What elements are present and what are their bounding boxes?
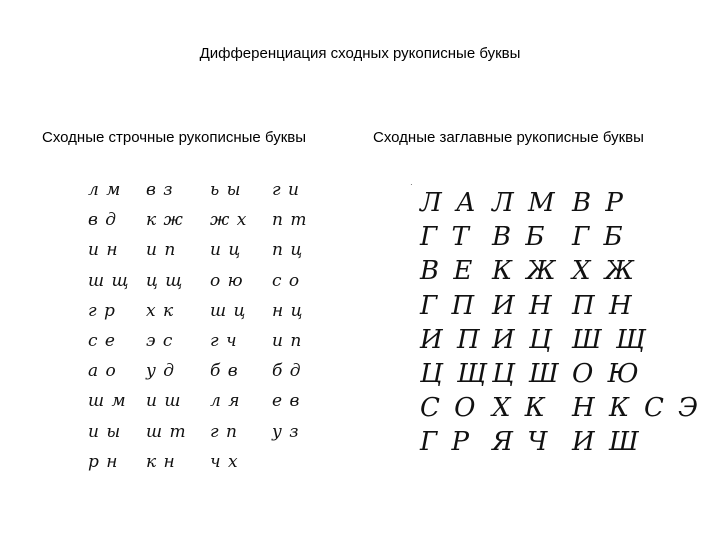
lowercase-pair: ш м (88, 391, 127, 412)
uppercase-pair: И Ш (572, 427, 642, 458)
uppercase-pair: Г П (420, 290, 478, 321)
lowercase-pair: а о (88, 361, 117, 382)
lowercase-pair: о ю (210, 270, 244, 291)
lowercase-pair: и ы (88, 421, 122, 442)
lowercase-letter-grid (88, 180, 330, 482)
lowercase-pair: ш щ (88, 270, 130, 291)
lowercase-heading: Сходные строчные рукописные буквы (42, 129, 307, 146)
lowercase-pair: л м (88, 180, 122, 200)
lowercase-pair: и п (272, 330, 303, 351)
lowercase-row (88, 240, 330, 270)
lowercase-pair: г р (88, 300, 116, 321)
uppercase-pair: Я Ч (492, 427, 551, 458)
lowercase-pair: г ч (210, 330, 238, 351)
lowercase-pair: с е (88, 330, 116, 351)
uppercase-letter-grid (420, 188, 716, 462)
uppercase-pair: К Ж (492, 256, 559, 287)
page-title: Дифференциация сходных рукописные буквы (199, 45, 521, 62)
lowercase-row (88, 361, 330, 391)
uppercase-pair: В Р (572, 188, 626, 218)
uppercase-pair: Ш Щ (572, 324, 649, 355)
uppercase-row (420, 427, 716, 461)
uppercase-pair: В Б (492, 222, 548, 253)
uppercase-pair: Ц Ш (492, 358, 562, 389)
uppercase-row (420, 393, 716, 427)
lowercase-pair: и ц (210, 240, 242, 261)
uppercase-row (420, 188, 716, 222)
lowercase-pair: ш ц (210, 300, 247, 321)
lowercase-pair: у з (272, 421, 300, 442)
uppercase-row (420, 359, 716, 393)
lowercase-row (88, 422, 330, 452)
uppercase-pair: О Ю (572, 358, 642, 389)
lowercase-pair: ж х (210, 210, 248, 231)
lowercase-row (88, 271, 330, 301)
lowercase-pair: и п (146, 240, 177, 261)
lowercase-pair: л я (210, 391, 241, 412)
lowercase-pair: ь ы (210, 180, 242, 200)
uppercase-pair: С О (420, 393, 479, 424)
lowercase-pair: р н (88, 451, 119, 472)
lowercase-pair: б д (272, 361, 302, 382)
lowercase-pair: п т (272, 210, 308, 231)
lowercase-pair: п ц (272, 240, 304, 261)
lowercase-pair: н ц (272, 300, 304, 321)
uppercase-row (420, 291, 716, 325)
lowercase-row (88, 180, 330, 210)
lowercase-pair: г и (272, 180, 300, 200)
uppercase-heading: Сходные заглавные рукописные буквы (373, 129, 644, 146)
lowercase-pair: с о (272, 270, 301, 291)
lowercase-pair: х к (146, 300, 175, 321)
uppercase-row (420, 256, 716, 290)
lowercase-pair: в д (88, 210, 118, 231)
lowercase-pair: и ш (146, 391, 182, 412)
lowercase-pair: ч х (210, 451, 239, 472)
uppercase-pair: Х К (492, 393, 548, 424)
uppercase-pair: Л М (492, 188, 558, 218)
lowercase-pair: ц щ (146, 270, 184, 291)
uppercase-pair: П Н (572, 290, 635, 321)
uppercase-pair: И Ц (492, 324, 555, 355)
uppercase-pair: Л А (420, 188, 479, 218)
uppercase-row (420, 325, 716, 359)
lowercase-pair: и н (88, 240, 119, 261)
lowercase-pair: э с (146, 330, 174, 351)
lowercase-pair: е в (272, 391, 301, 412)
uppercase-pair: В Е (420, 256, 476, 287)
uppercase-pair: Н К (572, 393, 633, 424)
lowercase-pair: г п (210, 421, 238, 442)
lowercase-row (88, 301, 330, 331)
stray-mark: · (410, 180, 413, 189)
uppercase-pair: Ц Щ (420, 358, 490, 389)
uppercase-row (420, 222, 716, 256)
uppercase-pair: Х Ж (572, 256, 637, 287)
lowercase-row (88, 210, 330, 240)
lowercase-pair: к ж (146, 210, 184, 231)
lowercase-pair: в з (146, 180, 174, 200)
lowercase-row (88, 331, 330, 361)
lowercase-pair: ш т (146, 421, 187, 442)
uppercase-pair: Г Т (420, 222, 472, 253)
lowercase-pair: к н (146, 451, 176, 472)
uppercase-pair: С Э (644, 393, 702, 424)
lowercase-pair: у д (146, 361, 176, 382)
uppercase-pair: И П (420, 324, 483, 355)
lowercase-pair: б в (210, 361, 239, 382)
uppercase-pair: И Н (492, 290, 555, 321)
lowercase-row (88, 391, 330, 421)
uppercase-pair: Г Р (420, 427, 472, 458)
lowercase-row (88, 452, 330, 482)
uppercase-pair: Г Б (572, 222, 626, 253)
